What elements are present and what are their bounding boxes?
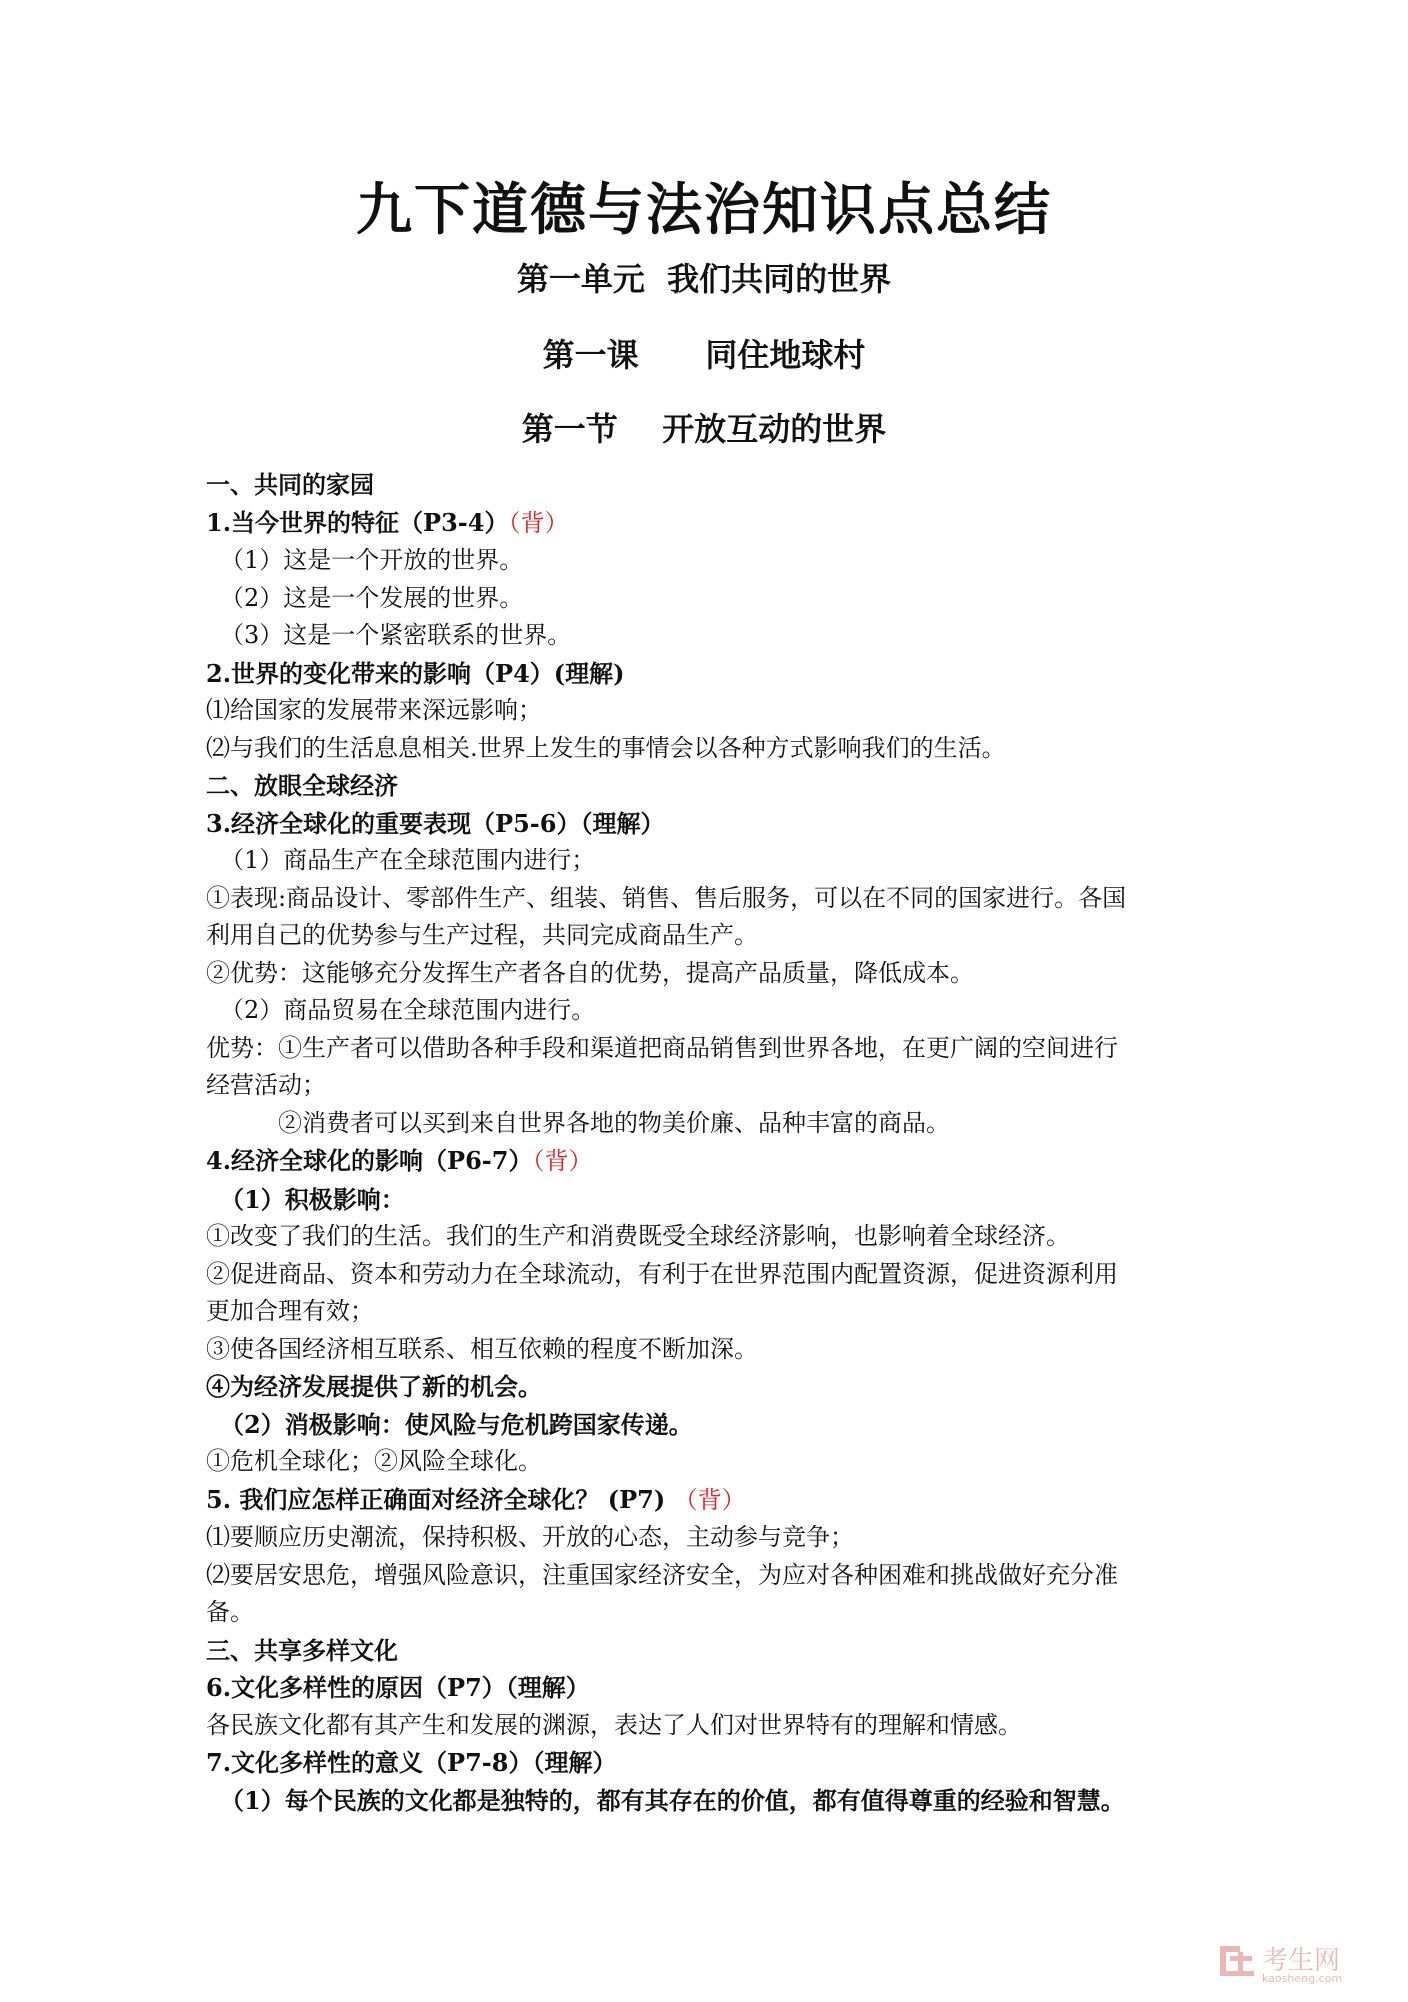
watermark-logo [1218,1938,1368,1990]
part-heading-3: 三、共享多样文化 [206,1635,398,1665]
list-item: ⑵要居安思危，增强风险意识，注重国家经济安全，为应对各种困难和挑战做好充分准 [206,1560,1118,1589]
question-7: 7.文化多样性的意义（P7-8）（理解） [206,1748,617,1777]
part-heading-2: 二、放眼全球经济 [206,771,398,800]
paragraph-line: 利用自己的优势参与生产过程，共同完成商品生产。 [206,921,758,949]
list-item: ③使各国经济相互联系、相互依赖的程度不断加深。 [206,1334,758,1363]
paragraph-line: 经营活动； [206,1071,326,1099]
site-logo-icon [1218,1942,1256,1980]
recite-tag: （背） [673,1485,746,1514]
watermark-domain: kaosheng.com [1262,1972,1343,1985]
list-item: 优势：①生产者可以借助各种手段和渠道把商品销售到世界各地，在更广阔的空间进行 [206,1033,1118,1062]
list-item: （2）商品贸易在全球范围内进行。 [220,996,596,1024]
list-item: ②促进商品、资本和劳动力在全球流动，有利于在世界范围内配置资源，促进资源利用 [206,1259,1118,1288]
list-item: ④为经济发展提供了新的机会。 [206,1372,542,1401]
paragraph-line: 更加合理有效； [206,1297,374,1325]
part-heading-1: 一、共同的家园 [206,470,374,499]
list-item: ②消费者可以买到来自世界各地的物美价廉、品种丰富的商品。 [278,1108,950,1137]
list-item: （2）消极影响：使风险与危机跨国家传递。 [220,1409,693,1439]
list-item: ②优势：这能够充分发挥生产者各自的优势，提高产品质量，降低成本。 [206,958,974,987]
question-4: 4.经济全球化的影响（P6-7）（背） [206,1146,593,1175]
question-6: 6.文化多样性的原因（P7）（理解） [206,1673,590,1702]
question-5: 5. 我们应怎样正确面对经济全球化？ (P7) （背） [206,1484,746,1514]
list-item: （1）商品生产在全球范围内进行； [220,846,596,874]
unit-heading: 第一单元 我们共同的世界 [516,260,892,298]
document-title: 九下道德与法治知识点总结 [356,177,1052,243]
paragraph-line: 各民族文化都有其产生和发展的渊源，表达了人们对世界特有的理解和情感。 [206,1710,1022,1739]
recite-tag: （背） [532,1147,593,1175]
document-body [206,466,1206,1819]
question-1: 1.当今世界的特征（P3-4）（背） [206,507,569,537]
list-item: ①危机全球化；②风险全球化。 [206,1447,542,1475]
question-3: 3.经济全球化的重要表现（P5-6）（理解） [206,808,665,838]
list-item: （3）这是一个紧密联系的世界。 [220,621,572,649]
list-item: ①改变了我们的生活。我们的生产和消费既受全球经济影响，也影响着全球经济。 [206,1222,1070,1250]
list-item: ⑵与我们的生活息息相关.世界上发生的事情会以各种方式影响我们的生活。 [206,733,1006,762]
lesson-heading: 第一课 同住地球村 [542,336,866,374]
paragraph-line: 备。 [206,1598,254,1626]
list-item: （1）每个民族的文化都是独特的，都有其存在的价值，都有值得尊重的经验和智慧。 [220,1785,1125,1815]
question-2: 2.世界的变化带来的影响（P4）(理解) [206,658,625,688]
list-item: （1）积极影响： [220,1184,405,1214]
list-item: ①表现:商品设计、零部件生产、组装、销售、售后服务，可以在不同的国家进行。各国 [206,883,1127,912]
list-item: ⑴给国家的发展带来深远影响； [206,696,542,724]
watermark-name: 考生网 [1262,1946,1341,1976]
list-item: ⑴要顺应历史潮流，保持积极、开放的心态，主动参与竞争； [206,1523,854,1551]
list-item: （1）这是一个开放的世界。 [220,546,524,574]
list-item: （2）这是一个发展的世界。 [220,583,524,612]
recite-tag: （背） [508,508,569,537]
section-heading: 第一节 开放互动的世界 [521,410,887,448]
